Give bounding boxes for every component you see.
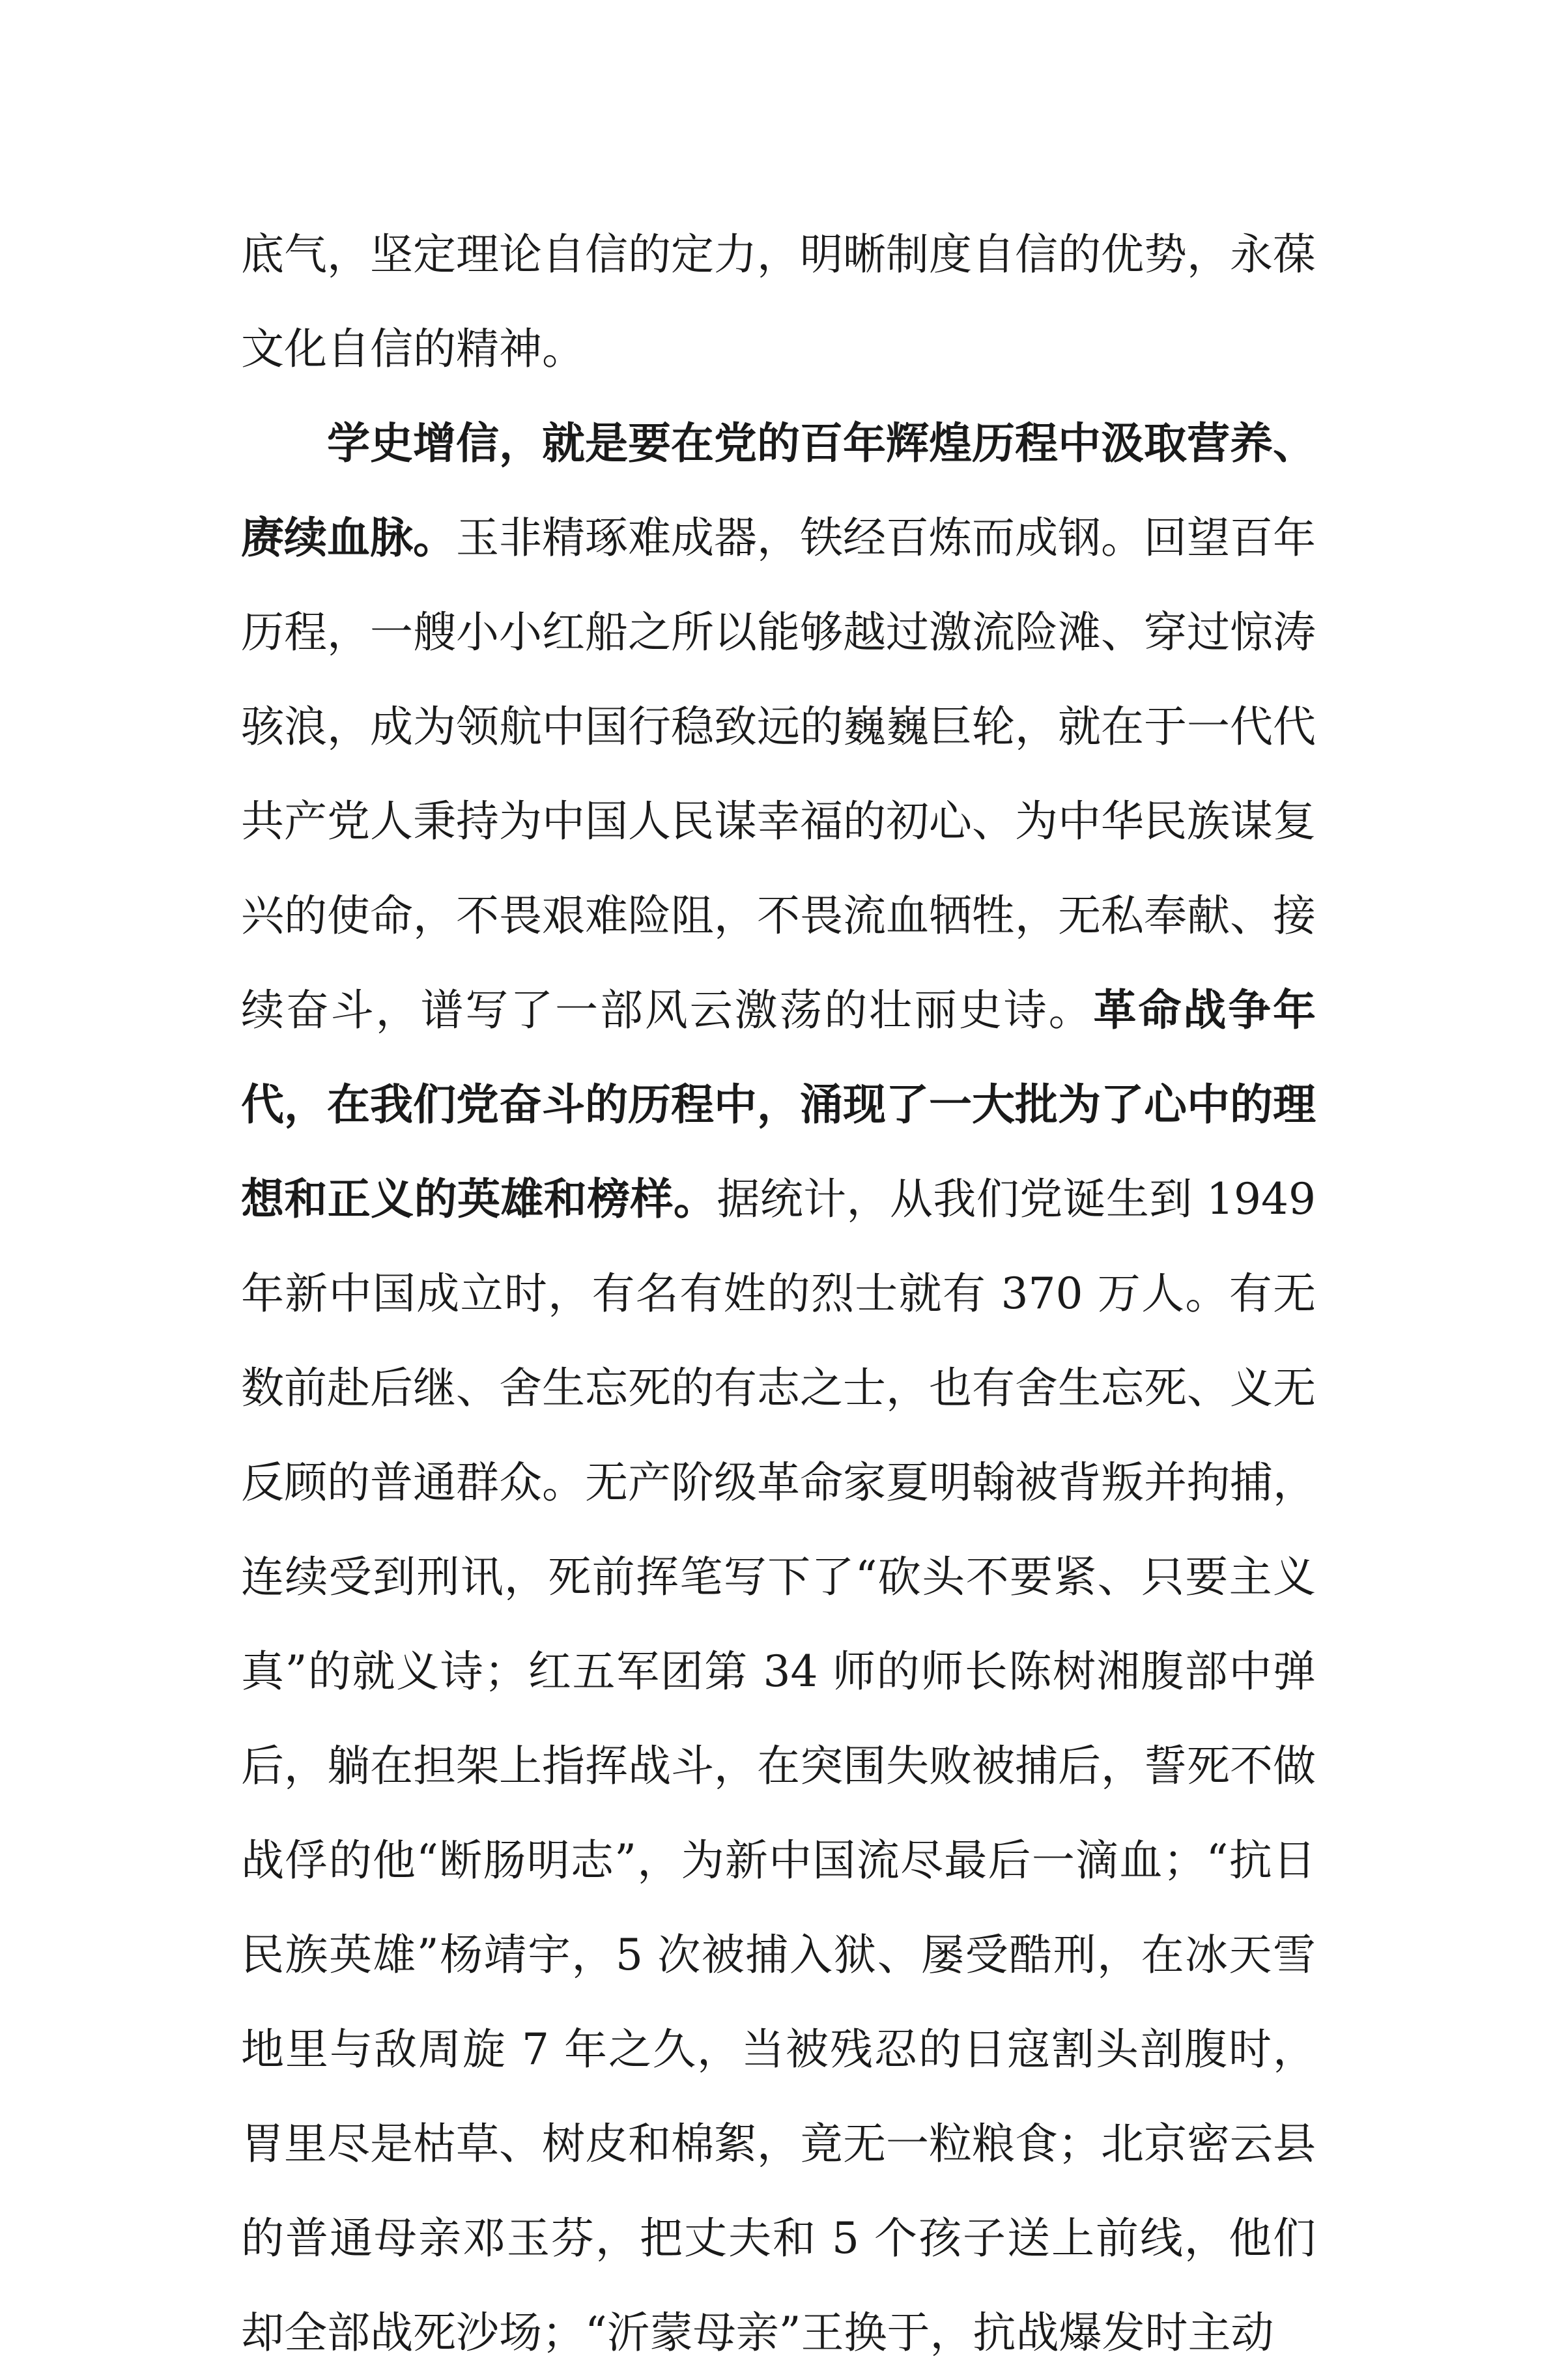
paragraph-text: 底气，坚定理论自信的定力，明晰制度自信的优势，永葆文化自信的精神。 [241,229,1316,374]
document-body [241,207,1316,2380]
paragraph-text: 据统计，从我们党诞生到 1949 年新中国成立时，有名有姓的烈士就有 370 万人。有无数前赴后继、舍生忘死的有志之士，也有舍生忘死、义无反顾的普通群众。无产阶级革命家夏明翰被背叛并拘捕，连续受到刑讯，死前挥笔写下了“砍头不要紧、只要主义真”的就义诗；红五军团第 34 师的师长陈树湘腹部中弹后，躺在担架上指挥战斗，在突围失败被捕后，誓死不做战俘的他“断肠明志”，为新中国流尽最后一滴血；“抗日民族英雄”杨靖宇，5 次被捕入狱、屡受酷刑，在冰天雪地里与敌周旋 7 年之久，当被残忍的日寇割头剖腹时，胃里尽是枯草、树皮和棉絮，竟无一粒粮食；北京密云县的普通母亲邓玉芬，把丈夫和 5 个孩子送上前线，他们却全部战死沙场；“沂蒙母亲”王换于，抗战爆发时主动 [241,1174,1316,2358]
paragraph-study-history [241,396,1316,2380]
paragraph-heading: 学史增信，就是要在党的百年辉煌历程中汲取营养、赓续血脉。 [241,418,1316,563]
paragraph-emphasis: 革命战争年代，在我们党奋斗的历程中，涌现了一大批为了心中的理想和正义的英雄和榜样。 [241,984,1316,1224]
paragraph-continued [241,207,1316,396]
paragraph-text: 玉非精琢难成器，铁经百炼而成钢。回望百年历程，一艘小小红船之所以能够越过激流险滩、穿过惊涛骇浪，成为领航中国行稳致远的巍巍巨轮，就在于一代代共产党人秉持为中国人民谋幸福的初心、为中华民族谋复兴的使命，不畏艰难险阻，不畏流血牺牲，无私奉献、接续奋斗，谱写了一部风云激荡的壮丽史诗。 [241,513,1316,1035]
